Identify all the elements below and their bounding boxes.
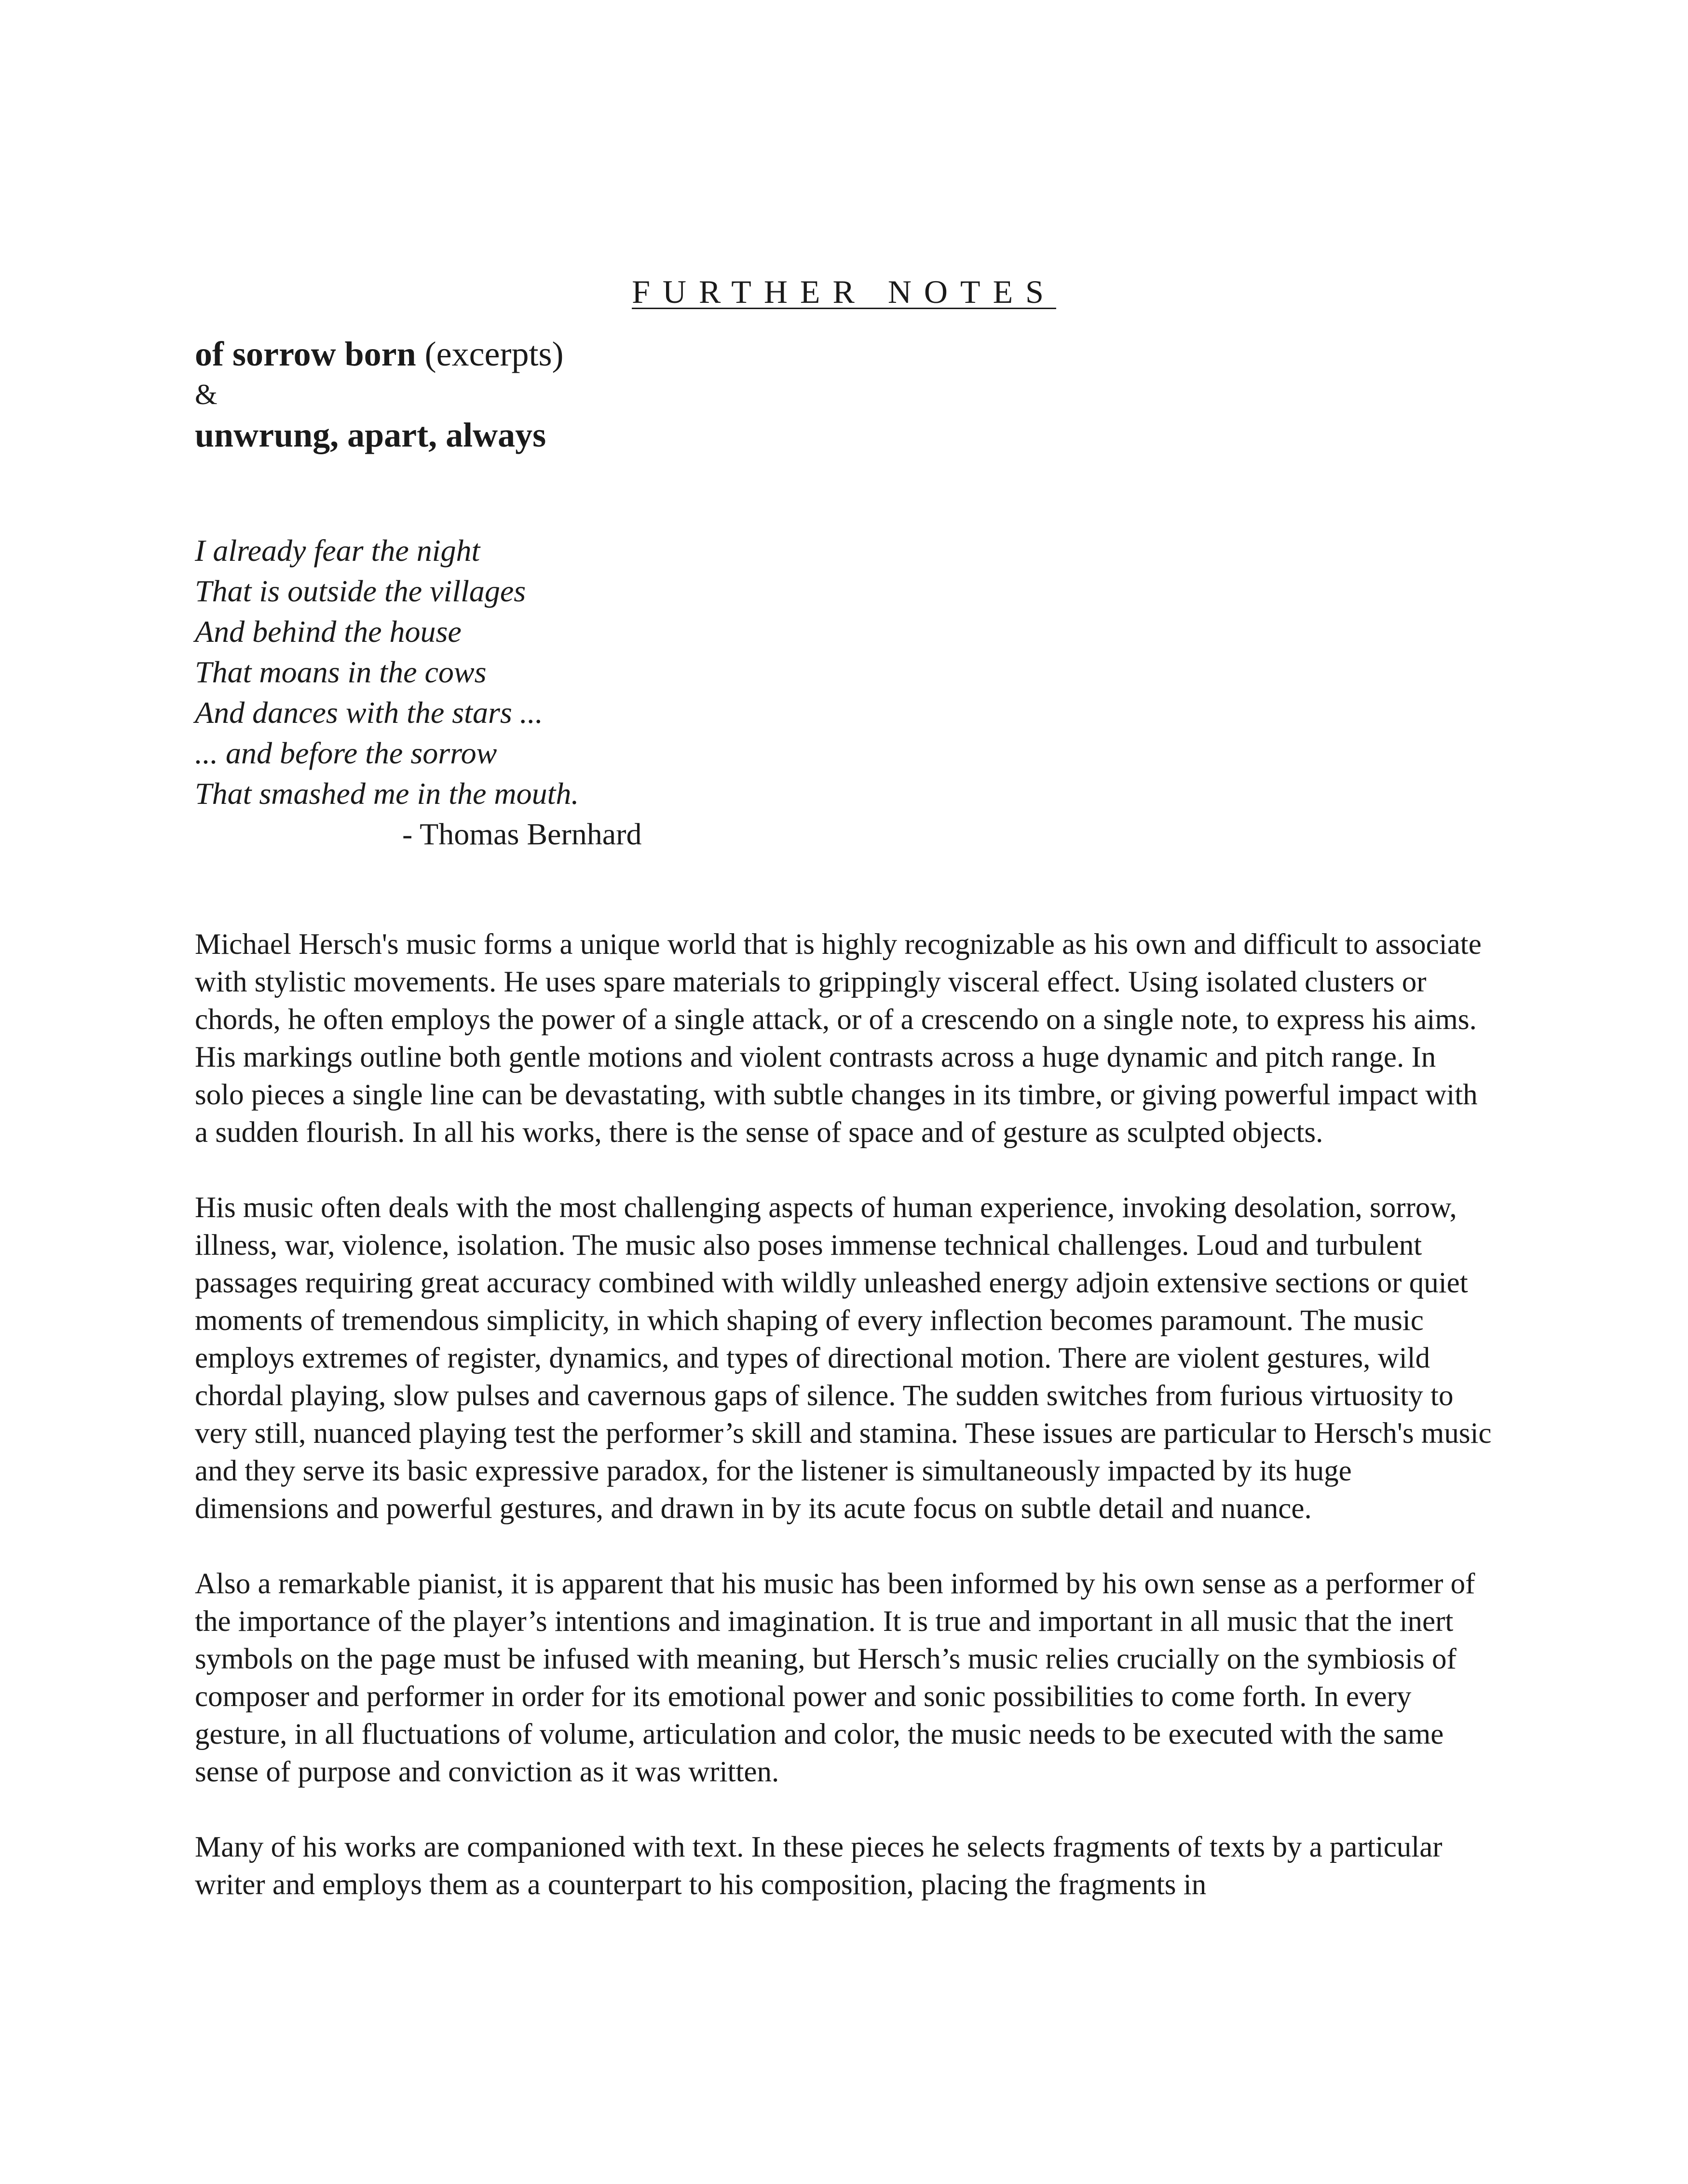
epigraph-attribution: - Thomas Bernhard — [402, 817, 642, 851]
epigraph-line: And behind the house — [195, 614, 462, 649]
works-list — [195, 333, 1497, 456]
body-paragraph: Also a remarkable pianist, it is apparent that his music has been informed by his own sense as a performer of the importance of the player’s intentions and imagination. It is true and important in all music that the inert symbols on the page must be infused with meaning, but Hersch’s music relies crucially on the symbiosis of composer and performer in order for its emotional power and sonic possibilities to come forth. In every gesture, in all fluctuations of volume, articulation and color, the music needs to be executed with the same sense of purpose and conviction as it was written. — [195, 1568, 1475, 1788]
work-title: of sorrow born — [195, 335, 416, 373]
epigraph-line: I already fear the night — [195, 533, 480, 568]
body-paragraph: Michael Hersch's music forms a unique world that is highly recognizable as his own and difficult to associate with stylistic movements. He uses spare materials to grippingly visceral effect. Using isolated clusters or chords, he often employs the power of a single attack, or of a crescendo on a single note, to express his aims. His markings outline both gentle motions and violent contrasts across a huge dynamic and pitch range. In solo pieces a single line can be devastating, with subtle changes in its timbre, or giving powerful impact with a sudden flourish. In all his works, there is the sense of space and of gesture as sculpted objects. — [195, 928, 1482, 1149]
epigraph-line: That is outside the villages — [195, 574, 526, 608]
work-title: unwrung, apart, always — [195, 416, 546, 454]
epigraph — [195, 530, 1497, 855]
body-paragraph: Many of his works are companioned with text. In these pieces he selects fragments of texts by a particular writer and employs them as a counterpart to his composition, placing the fragments in — [195, 1831, 1443, 1901]
epigraph-line: That moans in the cows — [195, 655, 487, 689]
body-text — [195, 926, 1492, 1941]
work-title-line — [195, 333, 1497, 375]
epigraph-line: ... and before the sorrow — [195, 736, 497, 770]
epigraph-line: That smashed me in the mouth. — [195, 776, 579, 811]
epigraph-line: And dances with the stars ... — [195, 695, 543, 730]
work-note: (excerpts) — [424, 335, 564, 373]
section-heading: FURTHER NOTES — [632, 273, 1056, 310]
body-paragraph: His music often deals with the most challenging aspects of human experience, invoking desolation, sorrow, illness, war, violence, isolation. The music also poses immense technical challenges. Loud and turbulent passages requiring great accuracy combined with wildly unleashed energy adjoin extensive sections or quiet moments of tremendous simplicity, in which shaping of every inflection becomes paramount. The music employs extremes of register, dynamics, and types of directional motion. There are violent gestures, wild chordal playing, slow pulses and cavernous gaps of silence. The sudden switches from furious virtuosity to very still, nuanced playing test the performer’s skill and stamina. These issues are particular to Hersch's music and they serve its basic expressive paradox, for the listener is simultaneously impacted by its huge dimensions and powerful gestures, and drawn in by its acute focus on subtle detail and nuance. — [195, 1192, 1492, 1525]
ampersand: & — [195, 379, 218, 410]
work-title-line — [195, 414, 1497, 456]
